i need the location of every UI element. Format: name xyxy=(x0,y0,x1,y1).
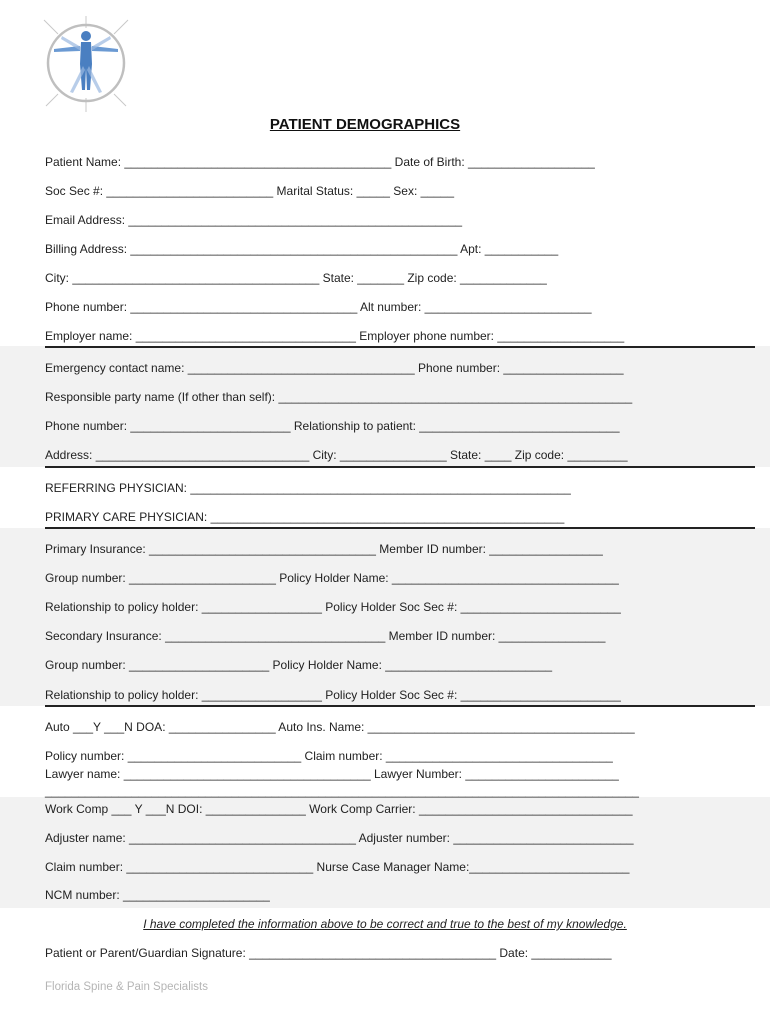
primary-care-physician-field[interactable]: PRIMARY CARE PHYSICIAN: _____________________________________________________ xyxy=(45,510,565,524)
group-number-field[interactable]: Group number: ______________________ Policy Holder Name: __________________________________ xyxy=(45,571,619,585)
emergency-contact-field[interactable]: Emergency contact name: __________________________________ Phone number: __________________ xyxy=(45,361,624,375)
secondary-relationship-policy-holder-field[interactable]: Relationship to policy holder: __________________ Policy Holder Soc Sec #: ________________________ xyxy=(45,688,621,702)
relationship-policy-holder-field[interactable]: Relationship to policy holder: __________________ Policy Holder Soc Sec #: ________________________ xyxy=(45,600,621,614)
ncm-number-field[interactable]: NCM number: ______________________ xyxy=(45,888,270,902)
email-field[interactable]: Email Address: __________________________________________________ xyxy=(45,213,463,227)
city-field[interactable]: City: _____________________________________ State: _______ Zip code: _____________ xyxy=(45,271,547,285)
work-comp-field[interactable]: Work Comp ___ Y ___N DOI: _______________ Work Comp Carrier: ________________________________ xyxy=(45,802,633,816)
claim-number-field[interactable]: Claim number: ____________________________ Nurse Case Manager Name:________________________ xyxy=(45,860,630,874)
section-divider xyxy=(45,527,755,529)
blank-line-field[interactable]: _________________________________________________________________________________________ xyxy=(45,784,639,798)
lawyer-field[interactable]: Lawyer name: _____________________________________ Lawyer Number: _______________________ xyxy=(45,767,619,781)
section-divider xyxy=(45,466,755,468)
certification-statement: I have completed the information above to be correct and true to the best of my knowledge. xyxy=(143,917,627,931)
secondary-group-number-field[interactable]: Group number: _____________________ Policy Holder Name: _________________________ xyxy=(45,658,553,672)
soc-sec-field[interactable]: Soc Sec #: _________________________ Marital Status: _____ Sex: _____ xyxy=(45,184,454,198)
referring-physician-field[interactable]: REFERRING PHYSICIAN: _________________________________________________________ xyxy=(45,481,571,495)
vitruvian-man-logo-icon xyxy=(40,14,132,114)
section-divider xyxy=(45,705,755,707)
billing-address-field[interactable]: Billing Address: _________________________________________________ Apt: ___________ xyxy=(45,242,559,256)
auto-accident-field[interactable]: Auto ___Y ___N DOA: ________________ Auto Ins. Name: ________________________________________ xyxy=(45,720,635,734)
responsible-party-field[interactable]: Responsible party name (If other than self): _____________________________________________________ xyxy=(45,390,633,404)
adjuster-field[interactable]: Adjuster name: __________________________________ Adjuster number: ___________________________ xyxy=(45,831,634,845)
form-title: PATIENT DEMOGRAPHICS xyxy=(269,116,461,133)
section-divider xyxy=(45,346,755,348)
signature-field[interactable]: Patient or Parent/Guardian Signature: _____________________________________ Date: ____________ xyxy=(45,946,612,960)
employer-field[interactable]: Employer name: _________________________________ Employer phone number: ___________________ xyxy=(45,329,625,343)
phone-field[interactable]: Phone number: __________________________________ Alt number: _________________________ xyxy=(45,300,592,314)
policy-number-field[interactable]: Policy number: __________________________ Claim number: __________________________________ xyxy=(45,749,613,763)
primary-insurance-field[interactable]: Primary Insurance: __________________________________ Member ID number: _________________ xyxy=(45,542,603,556)
footer-practice-name: Florida Spine & Pain Specialists xyxy=(45,981,208,993)
responsible-phone-field[interactable]: Phone number: ________________________ Relationship to patient: ______________________________ xyxy=(45,419,620,433)
responsible-address-field[interactable]: Address: ________________________________ City: ________________ State: ____ Zip code: _________ xyxy=(45,448,628,462)
secondary-insurance-field[interactable]: Secondary Insurance: _________________________________ Member ID number: ________________ xyxy=(45,629,606,643)
patient-name-field[interactable]: Patient Name: ________________________________________ Date of Birth: ___________________ xyxy=(45,155,595,169)
